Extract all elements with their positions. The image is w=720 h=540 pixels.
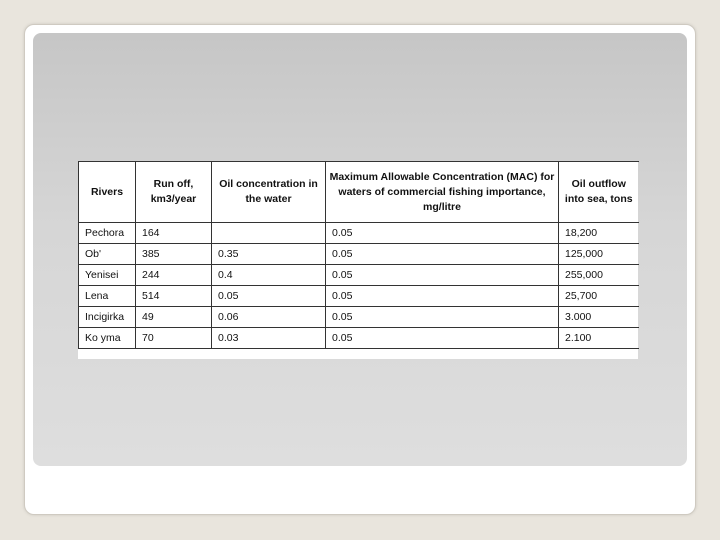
cell-river: Lena: [79, 286, 136, 307]
header-oil-outflow: Oil outflow into sea, tons: [559, 162, 639, 223]
cell-mac: 0.05: [326, 244, 559, 265]
cell-oil-concentration: [212, 223, 326, 244]
cell-oil-concentration: 0.35: [212, 244, 326, 265]
cell-oil-outflow: 18,200: [559, 223, 639, 244]
table-row: [79, 328, 639, 349]
cell-river: Ob': [79, 244, 136, 265]
cell-oil-concentration: 0.06: [212, 307, 326, 328]
cell-mac: 0.05: [326, 328, 559, 349]
cell-river: Ko yma: [79, 328, 136, 349]
table-header-row: [79, 162, 639, 223]
cell-mac: 0.05: [326, 286, 559, 307]
cell-run-off: 164: [136, 223, 212, 244]
cell-run-off: 385: [136, 244, 212, 265]
header-run-off: Run off, km3/year: [136, 162, 212, 223]
cell-oil-outflow: 255,000: [559, 265, 639, 286]
cell-oil-outflow: 3.000: [559, 307, 639, 328]
cell-oil-concentration: 0.03: [212, 328, 326, 349]
cell-oil-outflow: 25,700: [559, 286, 639, 307]
header-rivers: Rivers: [79, 162, 136, 223]
rivers-oil-table-container: [78, 161, 638, 359]
header-mac: Maximum Allowable Concentration (MAC) for waters of commercial fishing importance, mg/litre: [326, 162, 559, 223]
table-row: [79, 223, 639, 244]
cell-oil-concentration: 0.05: [212, 286, 326, 307]
cell-oil-outflow: 125,000: [559, 244, 639, 265]
rivers-oil-table: [78, 161, 639, 349]
table-row: [79, 244, 639, 265]
cell-run-off: 514: [136, 286, 212, 307]
cell-oil-concentration: 0.4: [212, 265, 326, 286]
cell-run-off: 49: [136, 307, 212, 328]
cell-mac: 0.05: [326, 265, 559, 286]
cell-river: Incigirka: [79, 307, 136, 328]
cell-mac: 0.05: [326, 223, 559, 244]
header-oil-concentration: Oil concentration in the water: [212, 162, 326, 223]
cell-oil-outflow: 2.100: [559, 328, 639, 349]
cell-river: Pechora: [79, 223, 136, 244]
cell-river: Yenisei: [79, 265, 136, 286]
cell-run-off: 70: [136, 328, 212, 349]
table-row: [79, 265, 639, 286]
table-row: [79, 286, 639, 307]
cell-run-off: 244: [136, 265, 212, 286]
table-row: [79, 307, 639, 328]
cell-mac: 0.05: [326, 307, 559, 328]
